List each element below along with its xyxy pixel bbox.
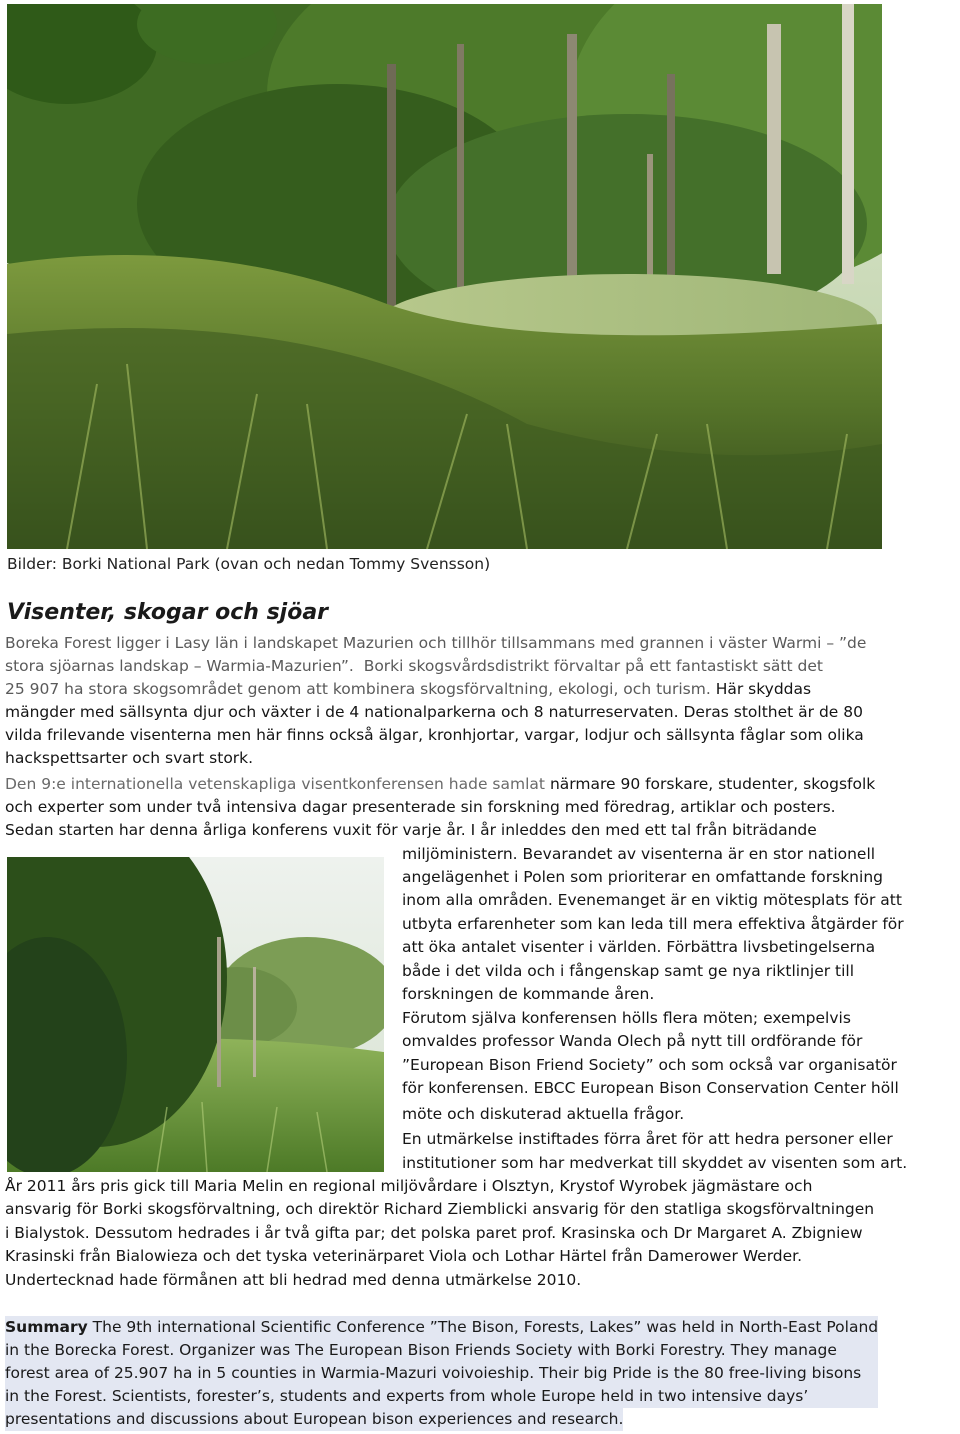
side-text-line: angelägenhet i Polen som prioriterar en omfattande forskning bbox=[402, 868, 883, 886]
text-line: Undertecknad hade förmånen att bli hedrad med denna utmärkelse 2010. bbox=[5, 1271, 582, 1289]
text-line: År 2011 års pris gick till Maria Melin en regional miljövårdare i Olsztyn, Krystof Wyrobek jägmästare och bbox=[5, 1177, 813, 1195]
side-text-line: både i det vilda och i fångenskap samt ge nya riktlinjer till bbox=[402, 962, 855, 980]
text-line: i Bialystok. Dessutom hedrades i år två gifta par; det polska paret prof. Krasinska och Dr Margaret A. Zbigniew bbox=[5, 1224, 863, 1242]
side-text-line: utbyta erfarenheter som kan leda till mera effektiva åtgärder för bbox=[402, 915, 904, 933]
meadow-trees-photo bbox=[7, 857, 384, 1172]
text-line: Den 9:e internationella vetenskapliga visentkonferensen hade samlat närmare 90 forskare, studenter, skogsfolk bbox=[5, 775, 876, 793]
summary-line: in the Borecka Forest. Organizer was The European Bison Friends Society with Borki Forestry. They manage bbox=[5, 1339, 878, 1362]
side-text-line: inom alla områden. Evenemanget är en viktig mötesplats för att bbox=[402, 891, 902, 909]
meadow-illustration bbox=[7, 857, 384, 1172]
text-line: mängder med sällsynta djur och växter i de 4 nationalparkerna och 8 naturreservaten. Deras stolthet är de 80 bbox=[5, 703, 863, 721]
side-text-line: En utmärkelse instiftades förra året för att hedra personer eller bbox=[402, 1130, 893, 1148]
side-text-line: möte och diskuterad aktuella frågor. bbox=[402, 1105, 685, 1123]
side-text-line: ”European Bison Friend Society” och som också var organisatör bbox=[402, 1056, 897, 1074]
text-line: Boreka Forest ligger i Lasy län i landskapet Mazurien och tillhör tillsammans med grannen i väster Warmi – ”de bbox=[5, 634, 867, 652]
summary-line: presentations and discussions about European bison experiences and research. bbox=[5, 1408, 623, 1431]
summary-label: Summary bbox=[5, 1318, 88, 1336]
side-text-line: Förutom själva konferensen hölls flera möten; exempelvis bbox=[402, 1009, 851, 1027]
text-line: Sedan starten har denna årliga konferens vuxit för varje år. I år inleddes den med ett tal från biträdande bbox=[5, 821, 817, 839]
text-line: och experter som under två intensiva dagar presenterade sin forskning med föredrag, artiklar och posters. bbox=[5, 798, 836, 816]
side-text-line: miljöministern. Bevarandet av visenterna är en stor nationell bbox=[402, 845, 876, 863]
side-text-line: forskningen de kommande åren. bbox=[402, 985, 655, 1003]
text-line: vilda frilevande visenterna men här finns också älgar, kronhjortar, vargar, lodjur och sällsynta fåglar som olika bbox=[5, 726, 864, 744]
side-text-line: att öka antalet visenter i världen. Förbättra livsbetingelserna bbox=[402, 938, 876, 956]
summary-section bbox=[5, 1316, 878, 1431]
photo-caption: Bilder: Borki National Park (ovan och nedan Tommy Svensson) bbox=[7, 555, 491, 573]
text-line: 25 907 ha stora skogsområdet genom att kombinera skogsförvaltning, ekologi, och turism. Här skyddas bbox=[5, 680, 812, 698]
forest-pond-illustration bbox=[7, 4, 882, 549]
article-heading: Visenter, skogar och sjöar bbox=[7, 600, 329, 625]
summary-line: in the Forest. Scientists, forester’s, students and experts from whole Europe held in two intensive days’ bbox=[5, 1385, 878, 1408]
text-line: stora sjöarnas landskap – Warmia-Mazurien”. Borki skogsvårdsdistrikt förvaltar på ett fantastiskt sätt det bbox=[5, 657, 823, 675]
summary-line: Summary The 9th international Scientific Conference ”The Bison, Forests, Lakes” was held in North-East Poland bbox=[5, 1316, 878, 1339]
side-text-line: omvaldes professor Wanda Olech på nytt till ordförande för bbox=[402, 1032, 863, 1050]
forest-pond-photo bbox=[7, 4, 882, 549]
side-text-line: för konferensen. EBCC European Bison Conservation Center höll bbox=[402, 1079, 899, 1097]
text-line: Krasinski från Bialowieza och det tyska veterinärparet Viola och Lothar Härtel från Damerower Werder. bbox=[5, 1247, 803, 1265]
side-text-line: institutioner som har medverkat till skyddet av visenten som art. bbox=[402, 1154, 908, 1172]
text-line: hackspettsarter och svart stork. bbox=[5, 749, 254, 767]
summary-line: forest area of 25.907 ha in 5 counties in Warmia-Mazuri voivoieship. Their big Pride is the 80 free-living bisons bbox=[5, 1362, 878, 1385]
text-line: ansvarig för Borki skogsförvaltning, och direktör Richard Ziemblicki ansvarig för den statliga skogsförvaltningen bbox=[5, 1200, 875, 1218]
